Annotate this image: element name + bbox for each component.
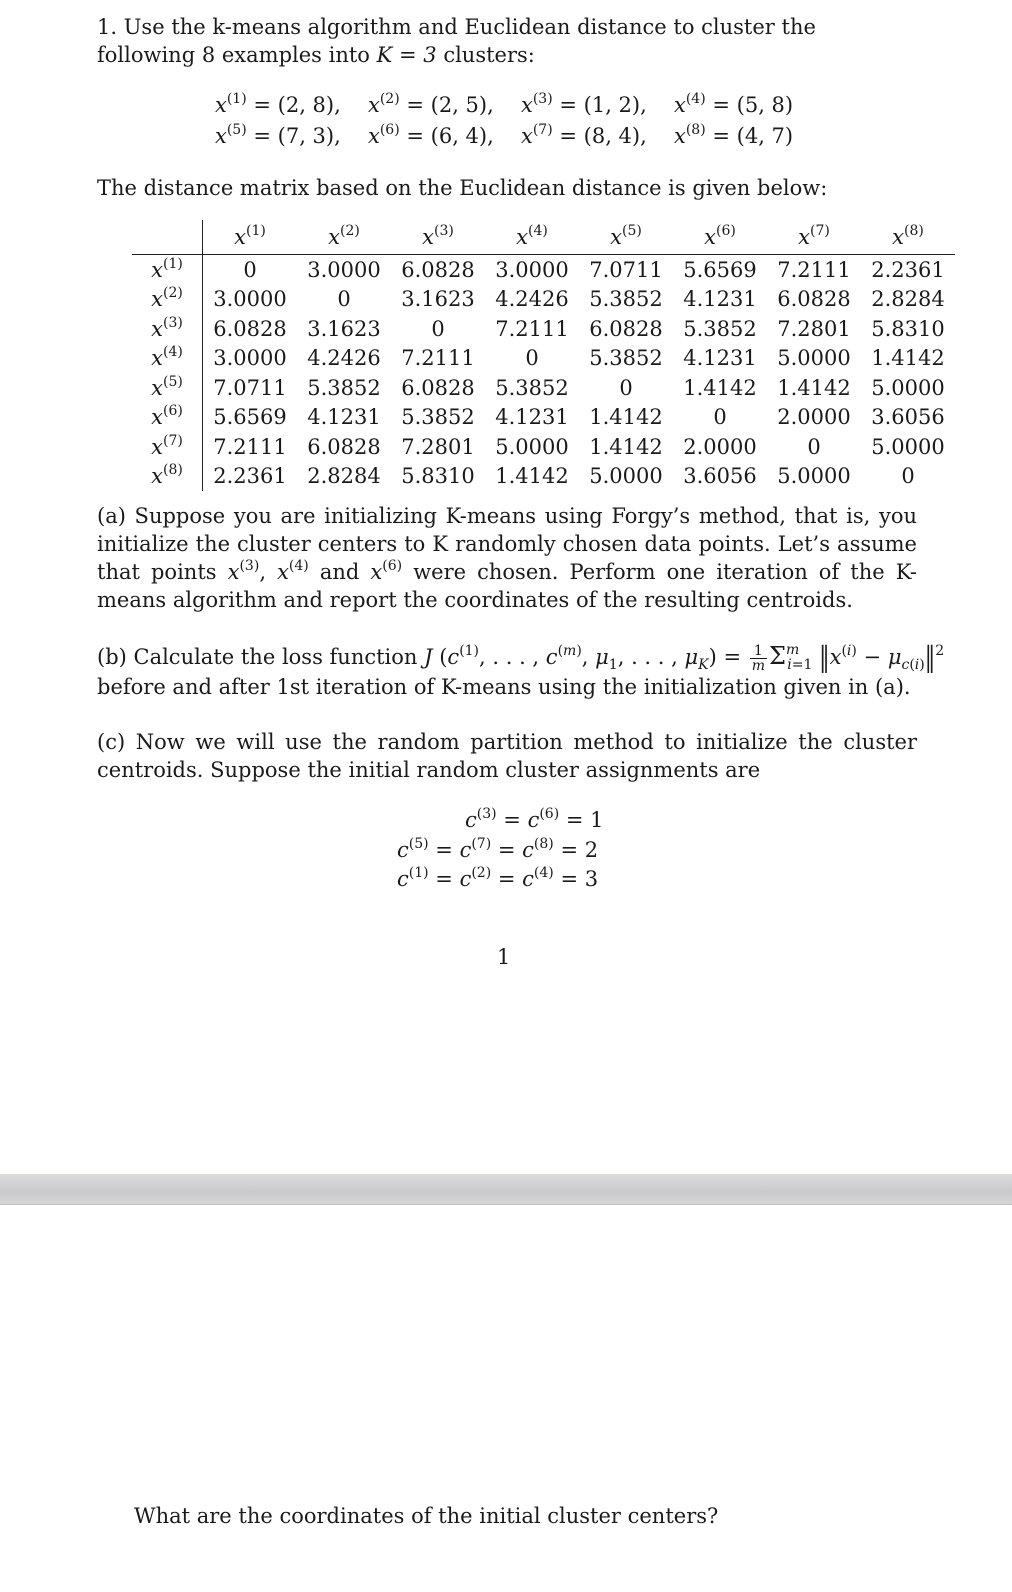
point-def: $x^{(3)} = (1$, 2),: [521, 91, 647, 117]
table-cell: 1.4142: [683, 375, 757, 400]
table-header-row: [132, 220, 955, 255]
table-cell: 0: [901, 464, 915, 489]
table-row: [132, 255, 955, 285]
table-cell: 5.3852: [683, 316, 757, 341]
column-header: $x^{(2)}$: [328, 223, 360, 249]
table-cell: 2.8284: [871, 287, 945, 312]
table-row: [132, 373, 955, 403]
table-cell: 5.8310: [401, 464, 475, 489]
table-cell: 3.1623: [401, 287, 475, 312]
table-cell: 4.2426: [495, 287, 569, 312]
page-separator: [0, 1174, 1012, 1204]
table-cell: 1.4142: [589, 405, 663, 430]
table-cell: 0: [203, 255, 298, 285]
table-row: [132, 344, 955, 374]
table-cell: 7.2111: [213, 434, 287, 459]
table-cell: 4.1231: [683, 346, 757, 371]
table-cell: 0: [619, 375, 633, 400]
table-cell: 5.0000: [589, 464, 663, 489]
table-cell: 5.3852: [401, 405, 475, 430]
table-cell: 0: [337, 287, 351, 312]
table-cell: 0: [525, 346, 539, 371]
table-cell: 2.8284: [307, 464, 381, 489]
table-cell: 7.0711: [579, 255, 673, 285]
table-cell: 5.0000: [871, 375, 945, 400]
table-cell: 5.8310: [871, 316, 945, 341]
row-header: $x^{(6)}$: [132, 403, 203, 433]
table-cell: 3.6056: [683, 464, 757, 489]
point-def: $x^{(8)} = (4$, 7): [674, 122, 794, 148]
k-equation: K = 3: [376, 43, 437, 67]
table-cell: 7.2801: [777, 316, 851, 341]
intro-text: Use the k-means algorithm and Euclidean distance to cluster the following 8 examples into: [97, 15, 816, 67]
table-cell: 3.0000: [485, 255, 579, 285]
row-header: $x^{(4)}$: [132, 344, 203, 374]
table-cell: 2.0000: [683, 434, 757, 459]
table-cell: 7.0711: [213, 375, 287, 400]
question-text: What are the coordinates of the initial cluster centers?: [134, 1504, 719, 1528]
table-cell: 6.0828: [391, 255, 485, 285]
table-cell: 5.0000: [777, 464, 851, 489]
problem-number: 1.: [97, 15, 118, 39]
table-cell: 5.0000: [495, 434, 569, 459]
table-cell: 3.0000: [297, 255, 391, 285]
table-cell: 2.2361: [213, 464, 287, 489]
table-cell: 1.4142: [871, 346, 945, 371]
table-cell: 4.1231: [307, 405, 381, 430]
part-b: [97, 642, 977, 701]
table-cell: 7.2111: [495, 316, 569, 341]
table-cell: 3.0000: [213, 346, 287, 371]
intro-suffix: clusters:: [443, 43, 535, 67]
row-header: $x^{(8)}$: [132, 462, 203, 492]
table-cell: 6.0828: [589, 316, 663, 341]
table-cell: 3.1623: [307, 316, 381, 341]
column-header: $x^{(8)}$: [892, 223, 924, 249]
table-row: [132, 462, 955, 492]
part-b-text-1: (b) Calculate the loss function: [97, 645, 418, 669]
table-row: [132, 285, 955, 315]
point-def: $x^{(5)} = (7$, 3),: [215, 122, 341, 148]
column-header: $x^{(6)}$: [704, 223, 736, 249]
point-def: $x^{(1)} = (2$, 8),: [215, 91, 341, 117]
column-header: $x^{(4)}$: [516, 223, 548, 249]
part-a: (a) Suppose you are initializing K-means using Forgy’s method, that is, you initialize the cluster centers to K randomly chosen data points. Let’s assume that points $x^{(3)}$, $x^{(4)}$ and $x^{(6)}$ were chosen. Perform one iteration of the K-means algorithm and report the coordinates of the resulting centroids.: [97, 504, 917, 612]
table-row: [132, 403, 955, 433]
table-row: [132, 314, 955, 344]
table-cell: 7.2111: [767, 255, 861, 285]
part-c: (c) Now we will use the random partition method to initialize the cluster centroids. Suppose the initial random cluster assignments are: [97, 730, 917, 782]
table-cell: 4.2426: [307, 346, 381, 371]
table-cell: 3.6056: [871, 405, 945, 430]
row-header: $x^{(1)}$: [132, 255, 203, 285]
table-cell: 5.3852: [589, 287, 663, 312]
table-cell: 5.3852: [307, 375, 381, 400]
column-header: $x^{(3)}$: [422, 223, 454, 249]
assignment-2: $c^{(5)} = c^{(7)} = c^{(8)} = 2$: [397, 836, 599, 862]
table-cell: 5.6569: [213, 405, 287, 430]
table-cell: 5.0000: [871, 434, 945, 459]
table-cell: 4.1231: [683, 287, 757, 312]
row-header: $x^{(5)}$: [132, 373, 203, 403]
points-row-2: [215, 122, 793, 150]
table-cell: 1.4142: [777, 375, 851, 400]
table-cell: 0: [807, 434, 821, 459]
point-def: $x^{(7)} = (8$, 4),: [521, 122, 647, 148]
points-row-1: [215, 91, 793, 119]
column-header: $x^{(7)}$: [798, 223, 830, 249]
table-cell: 6.0828: [401, 375, 475, 400]
table-cell: 3.0000: [213, 287, 287, 312]
table-cell: 2.2361: [861, 255, 955, 285]
column-header: $x^{(1)}$: [234, 223, 266, 249]
table-cell: 5.3852: [495, 375, 569, 400]
row-header: $x^{(7)}$: [132, 432, 203, 462]
table-cell: 7.2111: [401, 346, 475, 371]
point-def: $x^{(4)} = (5$, 8): [674, 91, 794, 117]
table-cell: 1.4142: [589, 434, 663, 459]
table-corner: [132, 220, 203, 255]
table-cell: 0: [431, 316, 445, 341]
table-cell: 6.0828: [777, 287, 851, 312]
distance-intro: The distance matrix based on the Euclidean distance is given below:: [97, 176, 828, 200]
table-cell: 6.0828: [307, 434, 381, 459]
table-cell: 1.4142: [495, 464, 569, 489]
separator-line: [0, 1204, 1012, 1205]
table-cell: 0: [713, 405, 727, 430]
distance-matrix: [132, 220, 955, 491]
table-cell: 5.6569: [673, 255, 767, 285]
table-cell: 2.0000: [777, 405, 851, 430]
table-cell: 5.0000: [777, 346, 851, 371]
part-a-text-1: (a) Suppose you are initializing K-means using Forgy’s method, that is, you initialize the cluster centers to K randomly chosen data points. Let’s assume that points: [97, 504, 917, 584]
row-header: $x^{(3)}$: [132, 314, 203, 344]
part-a-text-2: were chosen. Perform one iteration of the K-means algorithm and report the coordinates of the resulting centroids.: [97, 560, 917, 612]
page-number: 1: [497, 945, 511, 969]
loss-function-formula: J ($c^{(1)}$, . . . , $c^{(m)}$, $\mu_1$, . . . , $\mu_K$) = $\frac{1}{m}$ $\Sigma^m_{i=1}$ $‖x^{(i)}$ − $\mu_{c(i)}‖^2$: [424, 640, 945, 674]
point-def: $x^{(6)} = (6$, 4),: [368, 122, 494, 148]
table-cell: 5.3852: [589, 346, 663, 371]
column-header: $x^{(5)}$: [610, 223, 642, 249]
table-cell: 7.2801: [401, 434, 475, 459]
assignment-3: $c^{(1)} = c^{(2)} = c^{(4)} = 3$: [397, 865, 599, 891]
assignment-1: $c^{(3)} = c^{(6)} = 1$: [465, 806, 604, 832]
table-cell: 4.1231: [495, 405, 569, 430]
row-header: $x^{(2)}$: [132, 285, 203, 315]
table-row: [132, 432, 955, 462]
problem-intro: [97, 13, 917, 69]
point-def: $x^{(2)} = (2$, 5),: [368, 91, 494, 117]
table-cell: 6.0828: [213, 316, 287, 341]
part-b-text-2: before and after 1st iteration of K-means using the initialization given in (a).: [97, 675, 911, 699]
